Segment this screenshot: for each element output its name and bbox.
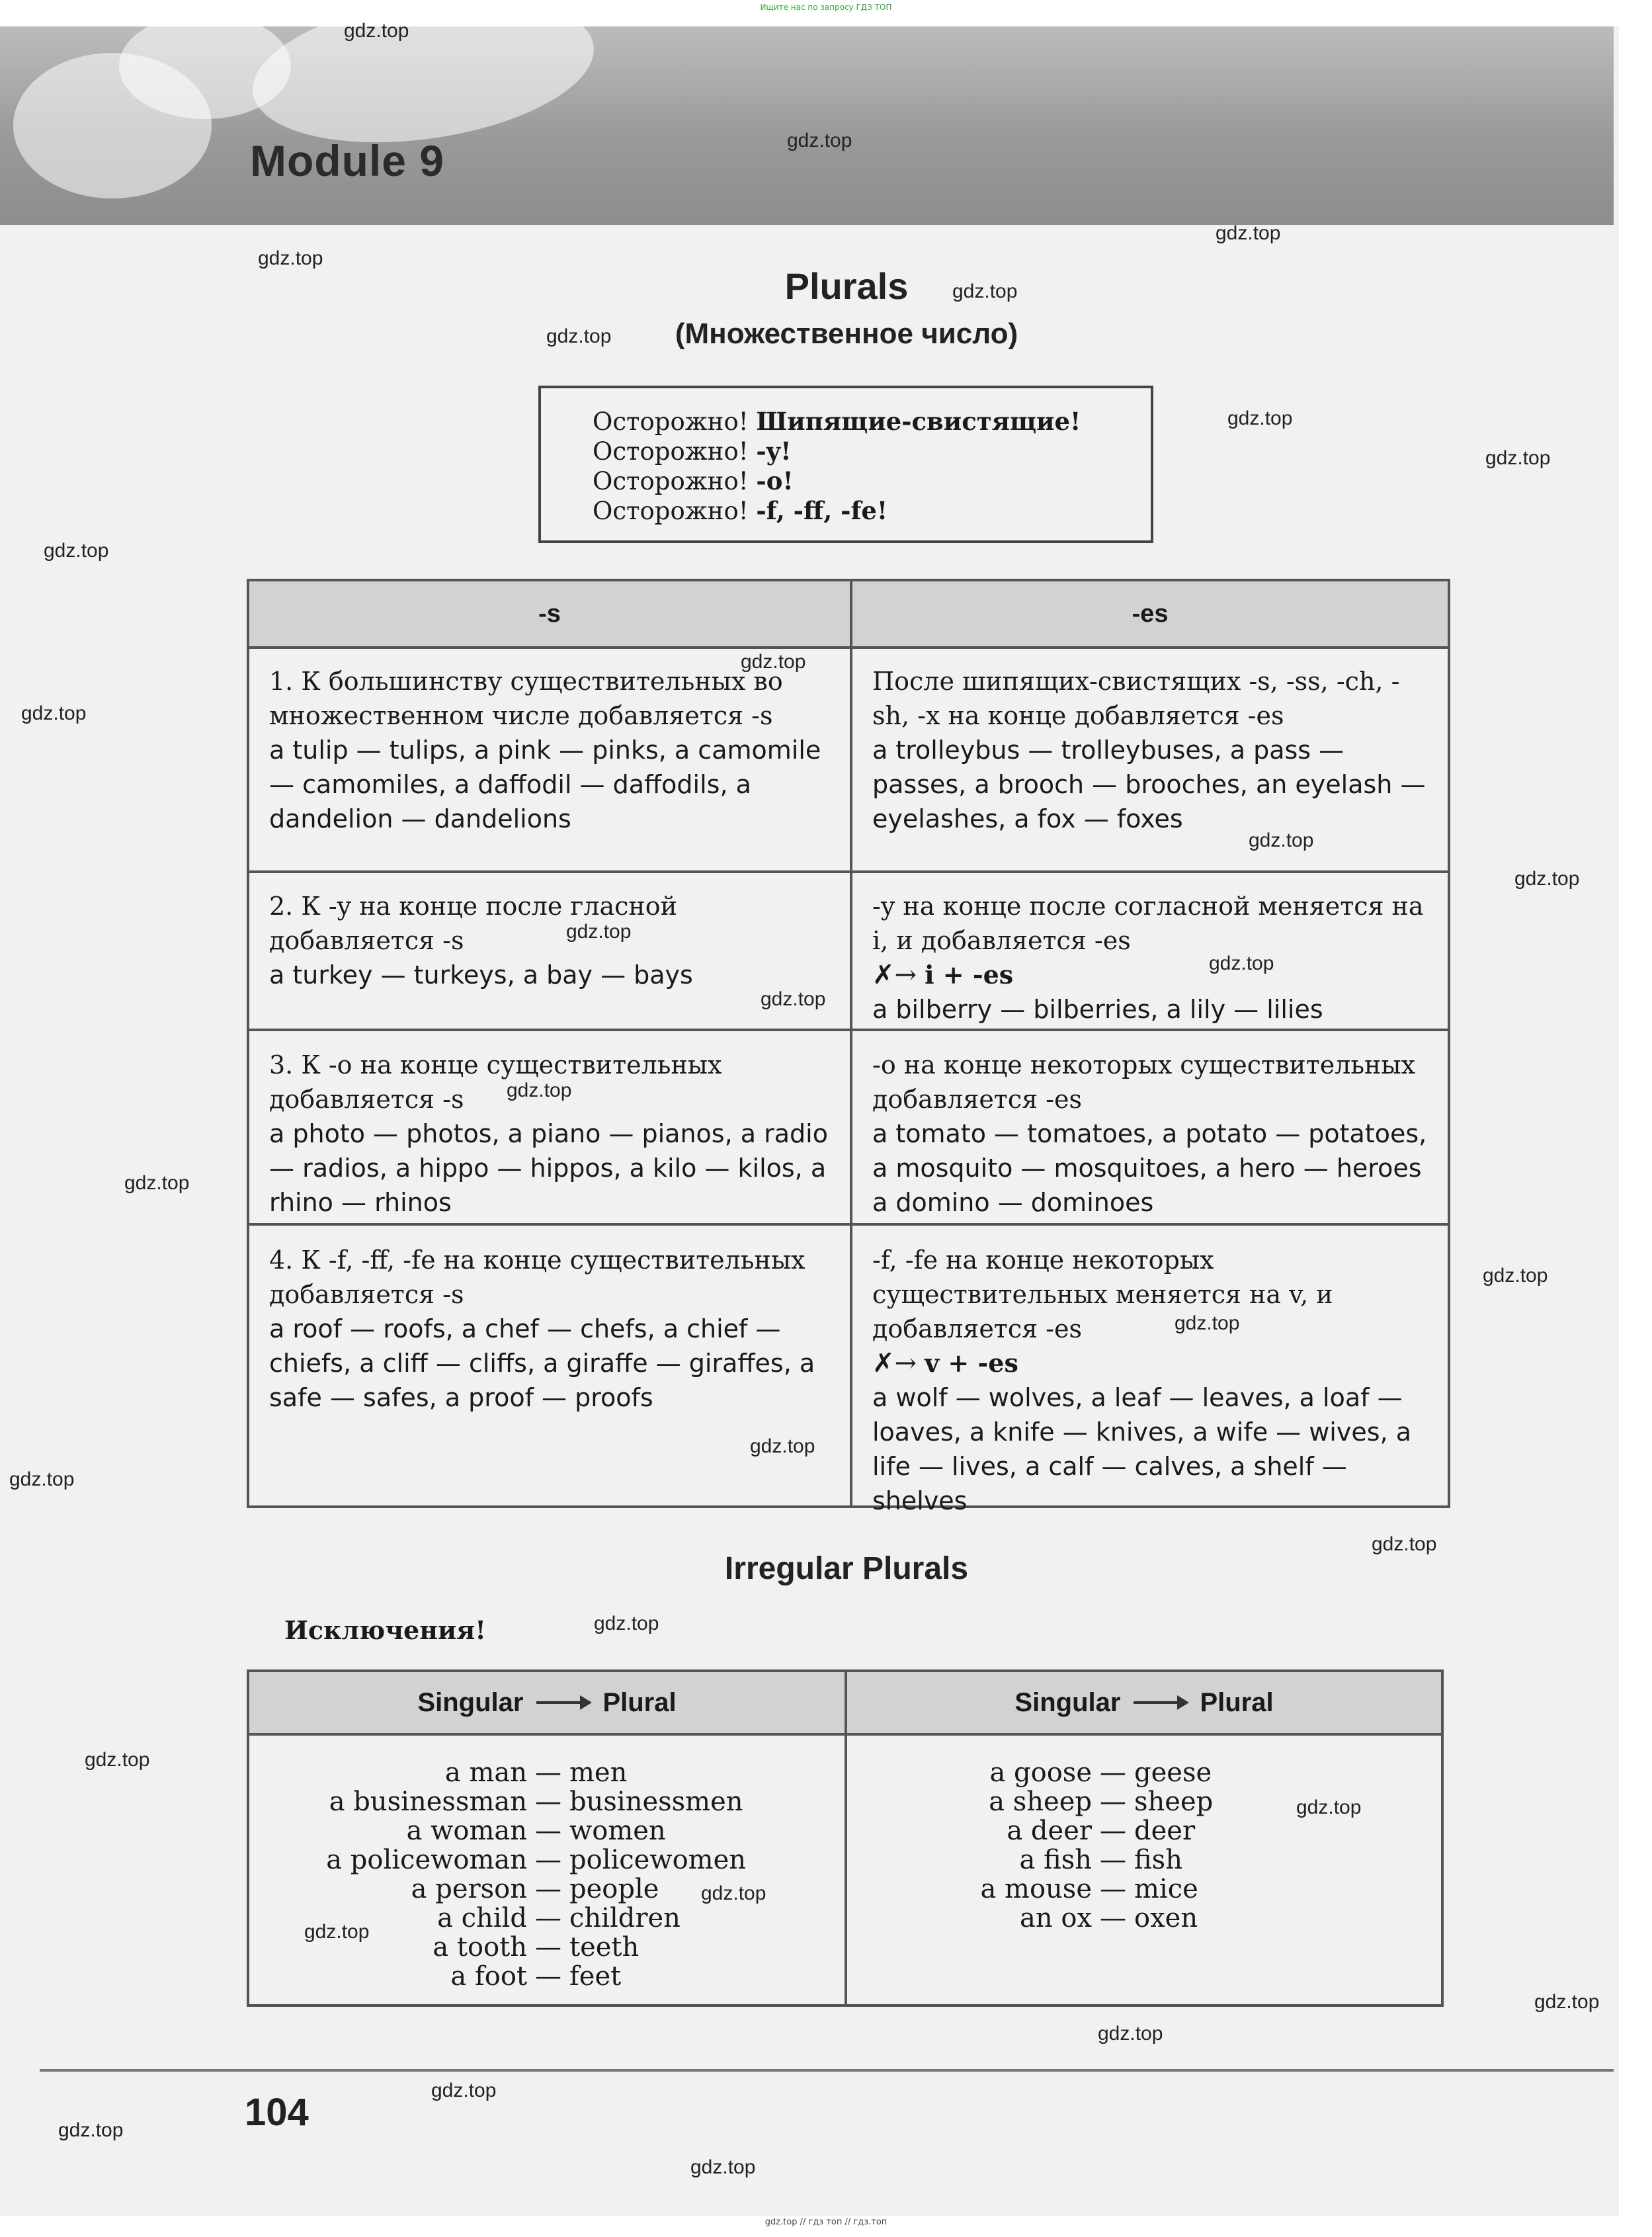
watermark: gdz.top [750,1435,815,1457]
row-divider [249,1029,1448,1031]
warning-line: Осторожно! -o! [593,466,794,495]
list-item: a man — men [444,1757,628,1788]
rule-formula: ✗→ i + -es [872,958,1428,992]
warning-line: Осторожно! Шипящие-свистящие! [593,407,1081,436]
watermark: gdz.top [1372,1533,1437,1555]
module-title: Module 9 [250,136,445,185]
rule-cell: 1. К большинству существительных во множественном числе добавляется -s a tulip — tulips, a pink — pinks, a camomile — camomiles, a daffodil — daffodils, a dandelion — dandelions [269,667,821,833]
watermark: gdz.top [124,1172,190,1194]
crossed-f-icon: ✗→ [872,1348,917,1378]
crossed-y-icon: ✗→ [872,960,917,990]
watermark: gdz.top [1249,829,1314,851]
watermark: gdz.top [507,1079,572,1101]
list-item: a foot — feet [450,1961,622,1992]
irregular-heading: Irregular Plurals [724,1551,969,1586]
bottom-note: gdz.top // гдз топ // гдз.топ [764,2217,888,2227]
watermark: gdz.top [58,2119,124,2141]
list-item: a goose — geese [989,1757,1212,1788]
watermark: gdz.top [1227,407,1293,429]
column-header-s: -s [249,581,850,649]
watermark: gdz.top [1534,1991,1600,2013]
exceptions-label: Исключения! [284,1615,486,1645]
watermark: gdz.top [594,1613,659,1634]
watermark: gdz.top [431,2080,497,2101]
page-number: 104 [245,2091,309,2134]
list-item: a fish — fish [1019,1845,1182,1875]
rule-cell: После шипящих-свистящих -s, -ss, -ch, -sh, -x на конце добавляется -es a trolleybus — trolleybuses, a pass — passes, a brooch — brooches, an eyelash — eyelashes, a fox — foxes [872,667,1426,833]
watermark: gdz.top [566,921,632,943]
decor-petal [119,13,291,119]
list-item: a policewoman — policewomen [326,1845,747,1875]
warning-line: Осторожно! -y! [593,437,792,466]
watermark: gdz.top [701,1882,766,1904]
warning-line: Осторожно! -f, -ff, -fe! [593,496,888,525]
watermark: gdz.top [690,2156,756,2178]
watermark: gdz.top [258,247,323,269]
warning-box [538,386,1153,543]
watermark: gdz.top [304,1921,370,1943]
watermark: gdz.top [761,988,826,1010]
irregular-header: Singular Plural [847,1672,1441,1736]
list-item: a deer — deer [1007,1816,1196,1846]
watermark: gdz.top [21,702,87,724]
plural-rules-table [247,579,1450,1515]
row-divider [249,870,1448,873]
watermark: gdz.top [952,280,1018,302]
irregular-list-right [847,1758,1441,1933]
watermark: gdz.top [1296,1796,1362,1818]
watermark: gdz.top [1485,447,1551,469]
rule-cell: -f, -fe на конце некоторых существительных меняется на v, и добавляется -es ✗→ v + -es a wolf — wolves, a leaf — leaves, a loaf — loaves, a knife — knives, a wife — wives, a life — lives, a calf — calves, a shelf — shelves [852,1243,1448,1518]
watermark: gdz.top [1483,1265,1548,1287]
list-item: an ox — oxen [1020,1903,1198,1933]
rule-cell: 3. К -o на конце существительных добавляется -s a photo — photos, a piano — pianos, a radio — radios, a hippo — hippos, a kilo — kilos, a rhino — rhinos [269,1050,828,1217]
irregular-plurals-table [247,1669,1444,2007]
page-subtitle: (Множественное число) [675,317,1018,350]
watermark: gdz.top [546,325,612,347]
footer-rule [40,2069,1614,2072]
irregular-list-left [249,1758,845,1991]
module-header-band [0,26,1614,225]
irregular-header: Singular Plural [249,1672,845,1736]
rule-formula: ✗→ v + -es [872,1346,1428,1380]
list-item: a businessman — businessmen [329,1787,743,1817]
watermark: gdz.top [787,130,852,151]
watermark: gdz.top [1098,2023,1163,2045]
arrow-icon [1134,1701,1186,1704]
watermark: gdz.top [344,20,409,42]
list-item: a child — children [437,1903,681,1933]
list-item: a mouse — mice [980,1874,1198,1904]
watermark: gdz.top [1175,1312,1240,1334]
rule-cell: 2. К -y на конце после гласной добавляется -s a turkey — turkeys, a bay — bays [269,892,693,990]
watermark: gdz.top [44,540,109,562]
watermark: gdz.top [741,651,806,673]
row-divider [249,1223,1448,1226]
list-item: a tooth — teeth [433,1932,640,1963]
watermark: gdz.top [1514,868,1580,890]
top-note: Ищите нас по запросу ГДЗ ТОП [760,3,892,12]
list-item: a person — people [411,1874,659,1904]
arrow-icon [536,1701,589,1704]
column-header-es: -es [852,581,1448,649]
watermark: gdz.top [1209,952,1274,974]
watermark: gdz.top [9,1468,75,1490]
watermark: gdz.top [1216,222,1281,244]
rule-cell: 4. К -f, -ff, -fe на конце существительных добавляется -s a roof — roofs, a chef — chefs, a chief — chiefs, a cliff — cliffs, a giraffe — giraffes, a safe — safes, a proof — proofs [269,1245,815,1412]
watermark: gdz.top [85,1749,150,1771]
list-item: a sheep — sheep [989,1787,1214,1817]
rule-cell: -y на конце после согласной меняется на i, и добавляется -es ✗→ i + -es a bilberry — bilberries, a lily — lilies [852,889,1448,1027]
page-title: Plurals [784,265,909,307]
list-item: a woman — women [406,1816,666,1846]
rule-cell: -o на конце некоторых существительных добавляется -es a tomato — tomatoes, a potato — potatoes, a mosquito — mosquitoes, a hero — heroes a domino — dominoes [872,1050,1427,1217]
